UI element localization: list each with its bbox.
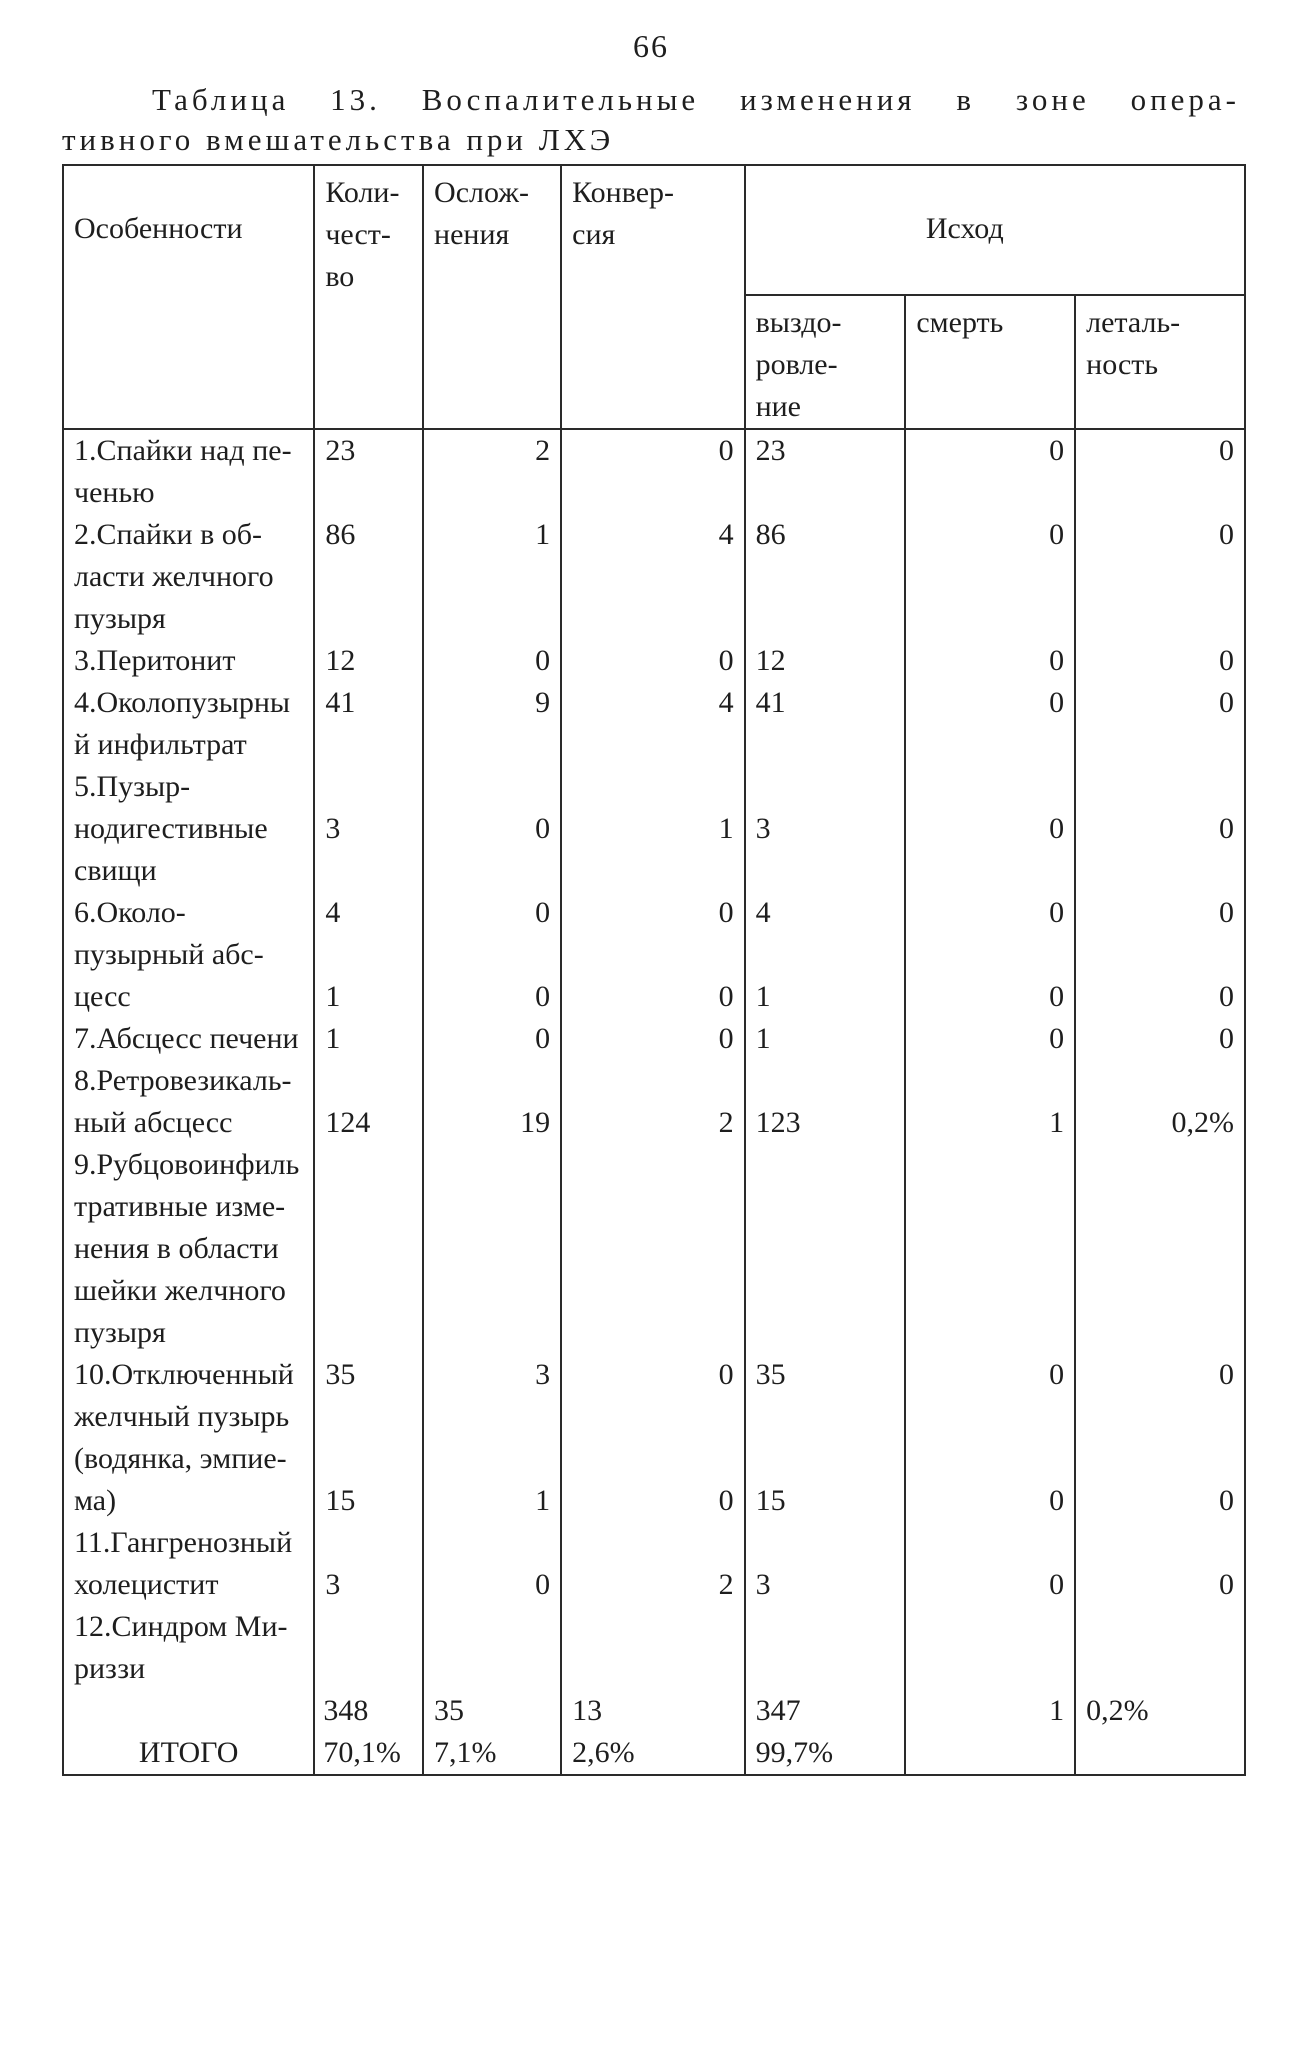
- row-4-recovery: 41: [745, 682, 906, 766]
- row-4-death: 0: [905, 682, 1075, 766]
- row-6-death-value: 0: [1049, 896, 1065, 929]
- row-2-feature-line-3: пузыря: [74, 602, 166, 635]
- row-10-death-value-2: 0: [1049, 1484, 1065, 1517]
- row-11-lethality: 0: [1075, 1522, 1245, 1606]
- header-death: [905, 295, 1075, 429]
- row-11-complications: 0: [423, 1522, 561, 1606]
- total-count-value: 348: [323, 1694, 369, 1727]
- table-row: [63, 640, 1245, 682]
- row-9-feature-line-4: шейки желчного: [74, 1274, 286, 1307]
- row-2-conversion: 4: [561, 514, 744, 640]
- row-12-feature-line-2: риззи: [74, 1652, 146, 1685]
- table-row: [63, 1060, 1245, 1144]
- header-conversion-line-2: сия: [572, 218, 616, 251]
- header-death-label: смерть: [916, 306, 1004, 339]
- row-1-recovery: 23: [745, 429, 906, 514]
- row-6-death-value-2: 0: [1049, 980, 1065, 1013]
- row-11-recovery: 3: [745, 1522, 906, 1606]
- row-6-recovery: [745, 892, 906, 1018]
- row-5-feature-line-2: нодигестивные: [74, 812, 268, 845]
- row-5-complications: 0: [423, 766, 561, 892]
- header-count-line-1: Коли-: [325, 176, 400, 209]
- total-count-percent: 70,1%: [323, 1736, 401, 1769]
- row-7-lethality: 0: [1075, 1018, 1245, 1060]
- row-9-feature: [63, 1144, 314, 1354]
- row-4-lethality: 0: [1075, 682, 1245, 766]
- row-1-death: 0: [905, 429, 1075, 514]
- page-number: 66: [633, 28, 669, 64]
- row-10-death: [905, 1354, 1075, 1522]
- row-11-feature-line-2: холецистит: [74, 1568, 219, 1601]
- row-10-conversion-value: 0: [718, 1358, 734, 1391]
- row-11-feature-line-1: 11.Гангренозный: [74, 1526, 293, 1559]
- row-4-feature-line-2: й инфильтрат: [74, 728, 247, 761]
- row-10-complications-value: 3: [535, 1358, 551, 1391]
- row-3-complications: 0: [423, 640, 561, 682]
- row-11-count: 3: [314, 1522, 423, 1606]
- row-6-conversion-value: 0: [718, 896, 734, 929]
- row-8-complications: 19: [423, 1060, 561, 1144]
- row-11-feature: [63, 1522, 314, 1606]
- row-8-feature-line-2: ный абсцесс: [74, 1106, 233, 1139]
- row-6-count-value: 4: [325, 896, 341, 929]
- table-row: [63, 1522, 1245, 1606]
- total-lethality: 0,2%: [1075, 1690, 1245, 1775]
- row-7-conversion: 0: [561, 1018, 744, 1060]
- total-recovery-percent: 99,7%: [755, 1736, 834, 1769]
- row-9-feature-line-5: пузыря: [74, 1316, 166, 1349]
- header-features: [63, 165, 314, 429]
- caption-line-2: тивного вмешательства при ЛХЭ: [62, 122, 615, 157]
- total-conversion: [561, 1690, 744, 1775]
- row-8-conversion: 2: [561, 1060, 744, 1144]
- header-outcome-label: Исход: [925, 212, 1004, 245]
- table-caption: [62, 80, 1240, 160]
- table-row: [63, 429, 1245, 514]
- header-recovery-line-1: выздо-: [755, 306, 842, 339]
- total-complications-percent: 7,1%: [434, 1736, 497, 1769]
- row-1-lethality: 0: [1075, 429, 1245, 514]
- row-5-count: 3: [314, 766, 423, 892]
- header-conversion-line-1: Конвер-: [572, 176, 675, 209]
- row-2-count: 86: [314, 514, 423, 640]
- table-row: [63, 1018, 1245, 1060]
- row-10-recovery: [745, 1354, 906, 1522]
- table-row: [63, 1606, 1245, 1690]
- header-count-line-3: во: [325, 260, 355, 293]
- inflammatory-changes-table: [62, 164, 1246, 1776]
- header-recovery: [745, 295, 906, 429]
- row-12-feature: [63, 1606, 314, 1690]
- row-10-lethality: [1075, 1354, 1245, 1522]
- row-6-count-value-2: 1: [325, 980, 341, 1013]
- row-10-complications-value-2: 1: [535, 1484, 551, 1517]
- total-recovery: [745, 1690, 906, 1775]
- row-6-complications-value-2: 0: [535, 980, 551, 1013]
- row-5-lethality: 0: [1075, 766, 1245, 892]
- header-lethality-line-2: ность: [1086, 348, 1159, 381]
- row-3-count: 12: [314, 640, 423, 682]
- row-5-feature-line-3: свищи: [74, 854, 157, 887]
- row-1-feature: [63, 429, 314, 514]
- table-row: [63, 766, 1245, 892]
- row-10-lethality-value-2: 0: [1219, 1484, 1234, 1517]
- table-row: [63, 1354, 1245, 1522]
- header-count-line-2: чест-: [325, 218, 391, 251]
- row-5-recovery: 3: [745, 766, 906, 892]
- row-6-lethality-value: 0: [1219, 896, 1234, 929]
- row-2-death: 0: [905, 514, 1075, 640]
- total-row: [63, 1690, 1245, 1775]
- row-1-count: 23: [314, 429, 423, 514]
- row-6-count: [314, 892, 423, 1018]
- row-7-count: 1: [314, 1018, 423, 1060]
- total-complications: [423, 1690, 561, 1775]
- row-10-death-value: 0: [1049, 1358, 1065, 1391]
- row-4-count: 41: [314, 682, 423, 766]
- header-outcome: [745, 165, 1245, 295]
- caption-line-1: Таблица 13. Воспалительные изменения в зоне опера-: [152, 82, 1240, 117]
- total-conversion-percent: 2,6%: [572, 1736, 635, 1769]
- row-4-conversion: 4: [561, 682, 744, 766]
- table-row: [63, 892, 1245, 1018]
- row-10-complications: [423, 1354, 561, 1522]
- row-8-feature: [63, 1060, 314, 1144]
- row-2-feature-line-2: ласти желчного: [74, 560, 274, 593]
- row-10-lethality-value: 0: [1219, 1358, 1234, 1391]
- row-10-conversion: [561, 1354, 744, 1522]
- header-recovery-line-3: ние: [755, 390, 801, 423]
- total-conversion-value: 13: [572, 1694, 603, 1727]
- row-6-lethality-value-2: 0: [1219, 980, 1234, 1013]
- row-1-complications: 2: [423, 429, 561, 514]
- row-3-death: 0: [905, 640, 1075, 682]
- row-3-conversion: 0: [561, 640, 744, 682]
- row-6-feature: [63, 892, 314, 1018]
- header-lethality-line-1: леталь-: [1086, 306, 1181, 339]
- row-7-complications: 0: [423, 1018, 561, 1060]
- row-2-recovery: 86: [745, 514, 906, 640]
- row-6-complications: [423, 892, 561, 1018]
- row-12-feature-line-1: 12.Синдром Ми-: [74, 1610, 288, 1643]
- row-9-feature-line-2: тративные изме-: [74, 1190, 286, 1223]
- row-5-feature-line-1: 5.Пузыр-: [74, 770, 191, 803]
- row-8-death: 1: [905, 1060, 1075, 1144]
- row-5-feature: [63, 766, 314, 892]
- header-lethality: [1075, 295, 1245, 429]
- row-10-feature-line-2: желчный пузырь: [74, 1400, 290, 1433]
- row-6-conversion: [561, 892, 744, 1018]
- row-6-recovery-value: 4: [755, 896, 771, 929]
- row-2-lethality: 0: [1075, 514, 1245, 640]
- row-6-complications-value: 0: [535, 896, 551, 929]
- header-complications-line-1: Ослож-: [434, 176, 529, 209]
- total-count: [314, 1690, 423, 1775]
- total-complications-value: 35: [434, 1694, 465, 1727]
- header-recovery-line-2: ровле-: [755, 348, 838, 381]
- header-conversion: [561, 165, 744, 429]
- row-10-feature-line-1: 10.Отключенный: [74, 1358, 294, 1391]
- row-2-feature-line-1: 2.Спайки в об-: [74, 518, 262, 551]
- row-8-recovery: 123: [745, 1060, 906, 1144]
- row-3-lethality: 0: [1075, 640, 1245, 682]
- row-6-lethality: [1075, 892, 1245, 1018]
- row-4-feature: [63, 682, 314, 766]
- row-5-death: 0: [905, 766, 1075, 892]
- row-10-feature: [63, 1354, 314, 1522]
- row-1-conversion: 0: [561, 429, 744, 514]
- row-6-feature-line-2: пузырный абс-: [74, 938, 264, 971]
- row-10-recovery-value-2: 15: [755, 1484, 786, 1517]
- row-2-complications: 1: [423, 514, 561, 640]
- header-count: [314, 165, 423, 429]
- header-complications: [423, 165, 561, 429]
- row-10-count-value-2: 15: [325, 1484, 356, 1517]
- row-6-feature-line-3: цесс: [74, 980, 131, 1013]
- row-4-feature-line-1: 4.Околопузырны: [74, 686, 291, 719]
- row-8-count: 124: [314, 1060, 423, 1144]
- row-7-recovery: 1: [745, 1018, 906, 1060]
- row-3-recovery: 12: [745, 640, 906, 682]
- header-complications-line-2: нения: [434, 218, 510, 251]
- row-2-feature: [63, 514, 314, 640]
- row-6-conversion-value-2: 0: [718, 980, 734, 1013]
- row-10-feature-line-4: ма): [74, 1484, 117, 1517]
- row-7-feature: [63, 1018, 314, 1060]
- row-6-feature-line-1: 6.Около-: [74, 896, 186, 929]
- row-1-feature-line-2: ченью: [74, 476, 155, 509]
- row-10-recovery-value: 35: [755, 1358, 786, 1391]
- header-features-label: Особенности: [74, 212, 243, 245]
- row-9-feature-line-3: нения в области: [74, 1232, 279, 1265]
- table-row: [63, 1144, 1245, 1354]
- row-10-count-value: 35: [325, 1358, 356, 1391]
- row-11-conversion: 2: [561, 1522, 744, 1606]
- row-4-complications: 9: [423, 682, 561, 766]
- row-10-conversion-value-2: 0: [718, 1484, 734, 1517]
- row-8-feature-line-1: 8.Ретровезикаль-: [74, 1064, 292, 1097]
- table-row: [63, 514, 1245, 640]
- row-7-death: 0: [905, 1018, 1075, 1060]
- total-recovery-value: 347: [755, 1694, 801, 1727]
- total-death: 1: [905, 1690, 1075, 1775]
- row-7-feature-line-1: 7.Абсцесс печени: [74, 1022, 299, 1055]
- row-3-feature: [63, 640, 314, 682]
- row-10-feature-line-3: (водянка, эмпие-: [74, 1442, 287, 1475]
- row-10-count: [314, 1354, 423, 1522]
- row-9-feature-line-1: 9.Рубцовоинфиль: [74, 1148, 300, 1181]
- row-1-feature-line-1: 1.Спайки над пе-: [74, 434, 292, 467]
- total-label-cell: [63, 1690, 314, 1775]
- row-8-lethality: 0,2%: [1075, 1060, 1245, 1144]
- total-label: ИТОГО: [138, 1736, 239, 1769]
- row-6-recovery-value-2: 1: [755, 980, 771, 1013]
- row-11-death: 0: [905, 1522, 1075, 1606]
- row-3-feature-line-1: 3.Перитонит: [74, 644, 236, 677]
- row-6-death: [905, 892, 1075, 1018]
- table-row: [63, 682, 1245, 766]
- row-5-conversion: 1: [561, 766, 744, 892]
